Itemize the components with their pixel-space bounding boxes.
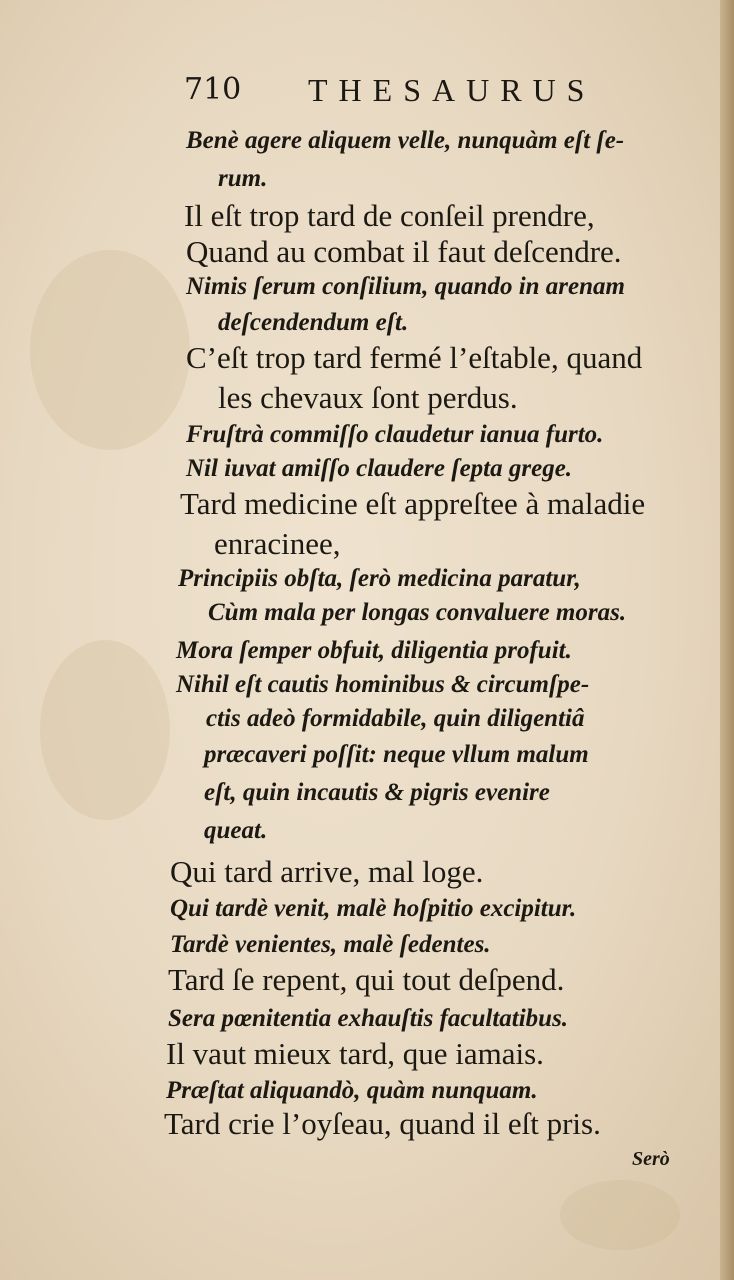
text-line: Il eſt trop tard de conſeil prendre, [184,198,595,233]
text-line: Il vaut mieux tard, que iamais. [166,1036,544,1071]
text-line: Qui tard arrive, mal loge. [170,854,484,889]
text-line: rum. [218,165,268,192]
text-line: C’eſt trop tard fermé l’eſtable, quand [186,340,643,375]
text-line: Qui tardè venit, malè hoſpitio excipitur. [170,895,577,922]
text-line: Principiis obſta, ſerò medicina paratur, [178,565,581,592]
text-line: Sera pœnitentia exhauſtis facultatibus. [168,1005,569,1032]
text-line: queat. [204,817,268,844]
text-line: Cùm mala per longas convaluere moras. [208,599,627,626]
text-line: Quand au combat il faut deſcendre. [186,234,622,269]
text-line: Nihil eſt cautis hominibus & circumſpe- [176,671,590,698]
text-line: Præſtat aliquandò, quàm nunquam. [166,1077,538,1104]
text-line: præcaveri poſſit: neque vllum malum [204,741,589,768]
text-line: Tard medicine eſt appreſtee à maladie [180,486,646,521]
text-line: ctis adeò formidabile, quin diligentiâ [206,705,585,732]
text-line: Tard ſe repent, qui tout deſpend. [168,962,565,997]
text-line: enracinee, [214,526,341,561]
text-line: Fruſtrà commiſſo claudetur ianua furto. [186,421,604,448]
text-line: deſcendendum eſt. [218,309,409,336]
text-line: les chevaux ſont perdus. [218,380,518,415]
text-line: Nimis ſerum conſilium, quando in arenam [186,273,625,300]
text-line: Tard crie l’oyſeau, quand il eſt pris. [164,1106,601,1141]
text-line: Nil iuvat amiſſo claudere ſepta grege. [186,455,573,482]
text-line: Mora ſemper obfuit, diligentia profuit. [176,637,572,664]
text-line: Tardè venientes, malè ſedentes. [170,931,491,958]
text-line: Benè agere aliquem velle, nunquàm eſt ſe- [186,127,625,154]
text-line: eſt, quin incautis & pigris evenire [204,779,550,806]
catchword: Serò [632,1148,670,1170]
running-title: THESAURUS [308,72,596,108]
page-number: 710 [184,72,242,107]
